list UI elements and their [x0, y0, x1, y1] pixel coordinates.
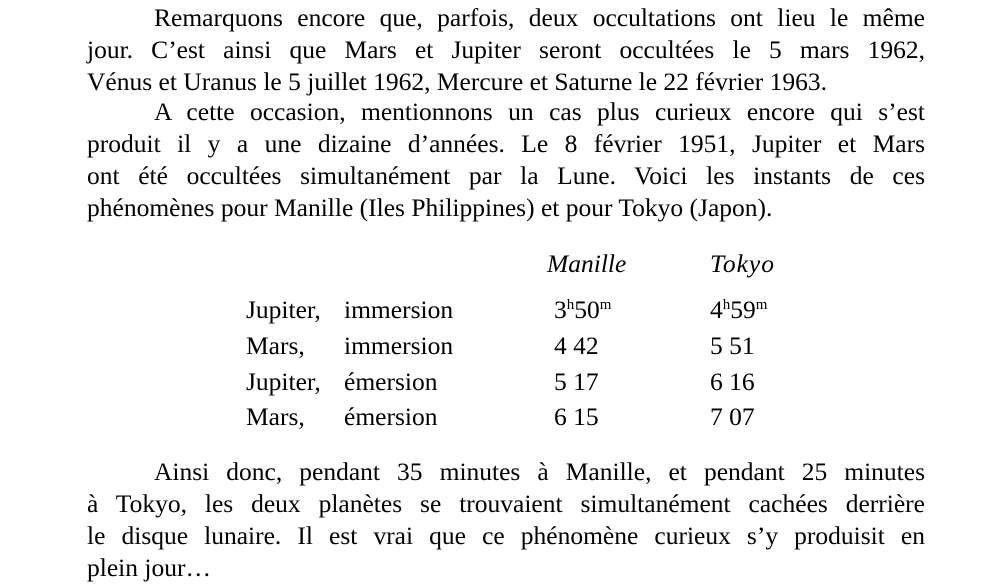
minutes-value: 59 — [730, 295, 756, 324]
text-line: à Tokyo, les deux planètes se trouvaient simultanément cachées derrière — [87, 489, 925, 518]
text-line: plein jour… — [87, 553, 211, 582]
tokyo-time-cell — [710, 293, 767, 327]
planet-cell: Mars, — [246, 331, 305, 360]
text-line: Ainsi donc, pendant 35 minutes à Manille, et pendant 25 minutes — [154, 457, 925, 486]
planet-cell: Mars, — [246, 402, 305, 431]
table-row — [0, 293, 1000, 327]
tokyo-time-cell: 7 07 — [710, 402, 755, 431]
manille-time-cell: 6 15 — [554, 402, 599, 431]
minutes-value: 50 — [574, 295, 600, 324]
tokyo-time-cell: 6 16 — [710, 367, 755, 396]
planet-cell: Jupiter, — [246, 367, 321, 396]
minutes-unit: m — [755, 297, 768, 313]
table-row — [0, 329, 1000, 363]
text-line: produit il y a une dizaine d’années. Le 8 février 1951, Jupiter et Mars — [87, 129, 925, 158]
tokyo-time-cell: 5 51 — [710, 331, 755, 360]
minutes-unit: m — [599, 297, 612, 313]
event-cell: immersion — [344, 331, 454, 360]
text-line: jour. C’est ainsi que Mars et Jupiter seront occultées le 5 mars 1962, — [87, 35, 925, 64]
table-row — [0, 400, 1000, 434]
planet-cell: Jupiter, — [246, 295, 321, 324]
text-line: Remarquons encore que, parfois, deux occultations ont lieu le même — [154, 3, 925, 32]
manille-time-cell: 4 42 — [554, 331, 599, 360]
column-header-tokyo: Tokyo — [710, 249, 775, 278]
text-line: phénomènes pour Manille (Iles Philippines) et pour Tokyo (Japon). — [87, 193, 773, 222]
hours-value: 4 — [710, 295, 723, 324]
event-cell: émersion — [344, 402, 438, 431]
manille-time-cell: 5 17 — [554, 367, 599, 396]
table-row — [0, 365, 1000, 399]
paragraph-conclusion — [87, 456, 925, 584]
event-cell: immersion — [344, 295, 454, 324]
column-header-manille: Manille — [547, 249, 627, 278]
hours-unit: h — [566, 297, 575, 313]
manille-time-cell — [554, 293, 611, 327]
hours-value: 3 — [554, 295, 567, 324]
text-line: Vénus et Uranus le 5 juillet 1962, Mercure et Saturne le 22 février 1963. — [87, 67, 827, 96]
text-line: A cette occasion, mentionnons un cas plus curieux encore qui s’est — [154, 97, 925, 126]
hours-unit: h — [722, 297, 731, 313]
text-line: ont été occultées simultanément par la Lune. Voici les instants de ces — [87, 161, 925, 190]
event-cell: émersion — [344, 367, 438, 396]
text-line: le disque lunaire. Il est vrai que ce phénomène curieux s’y produisit en — [87, 521, 925, 550]
